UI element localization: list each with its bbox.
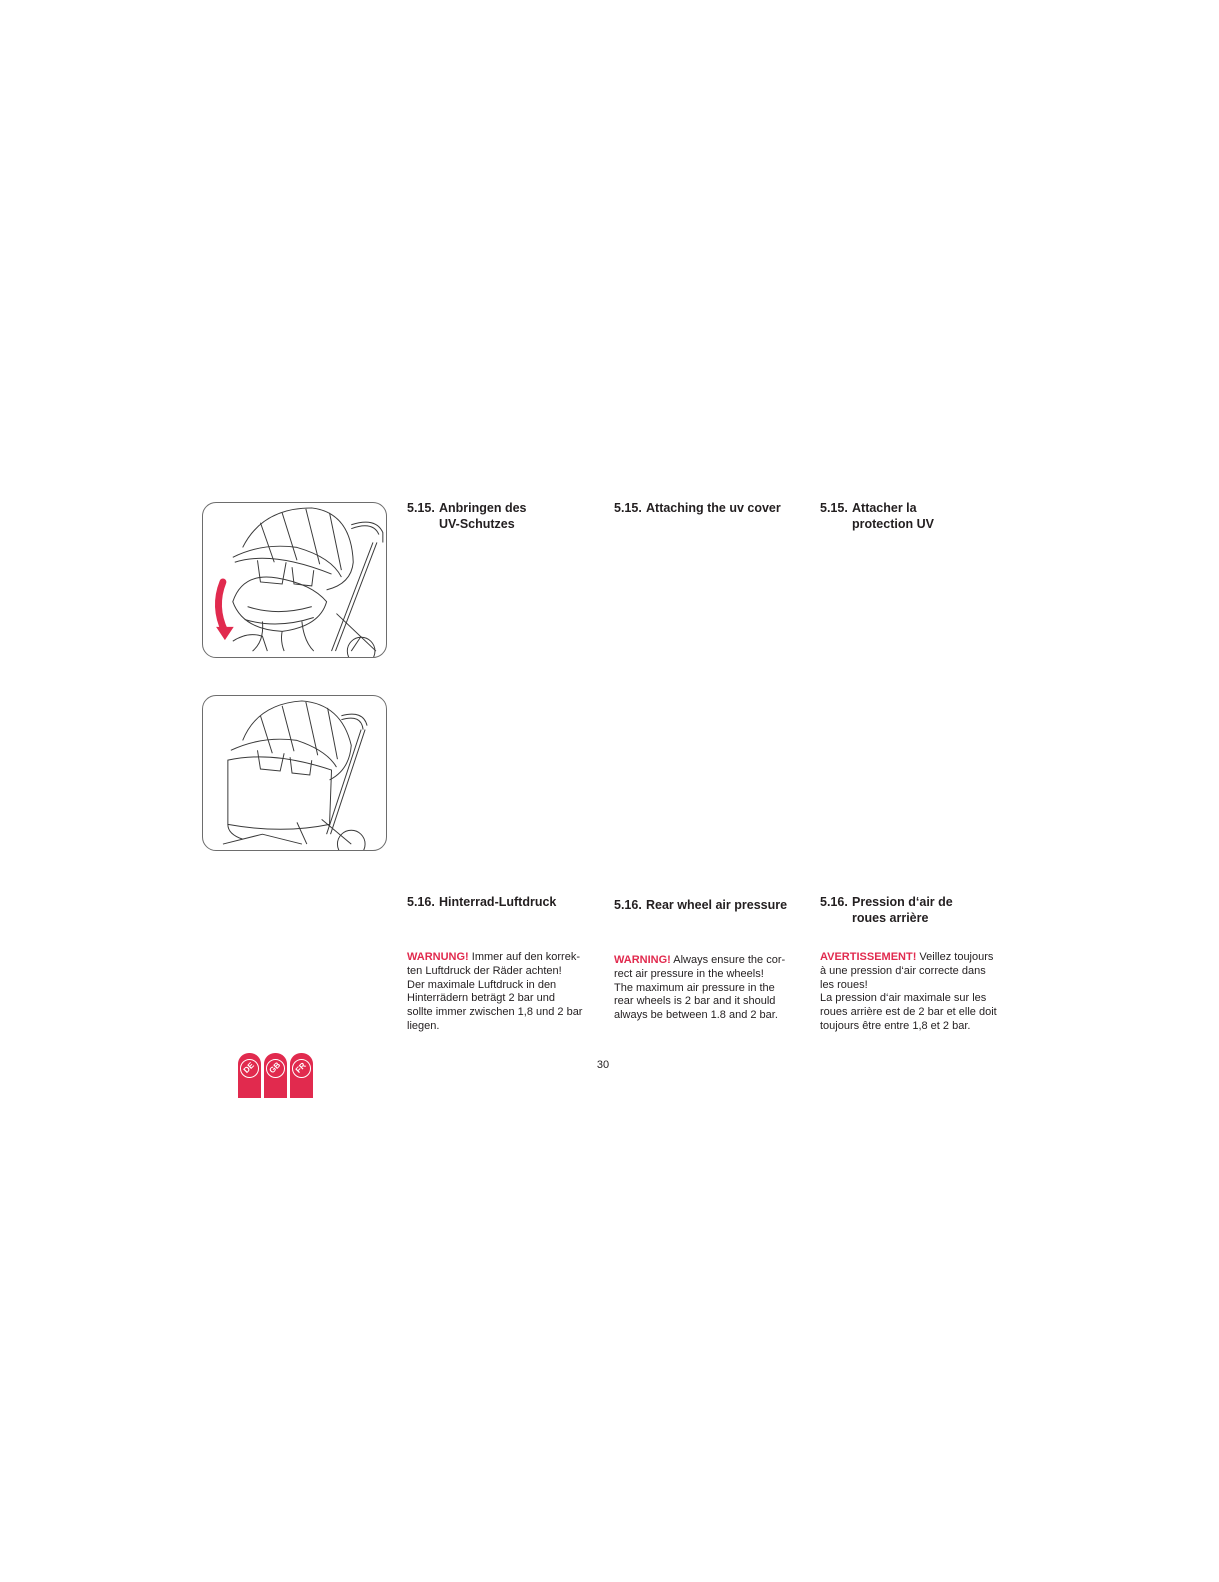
stroller-uv-cover-attaching-illustration [203, 503, 386, 657]
language-tab-de [238, 1053, 261, 1098]
language-code: GB [262, 1055, 289, 1082]
section-number: 5.15. [407, 501, 435, 515]
heading-5-15-de [407, 500, 527, 532]
text-line: Immer auf den korrek- [468, 951, 580, 963]
heading-line-1: Hinterrad-Luftdruck [439, 895, 557, 909]
heading-5-16-fr [820, 894, 953, 926]
heading-line-2: UV-Schutzes [439, 517, 515, 531]
warning-label: WARNING! [614, 954, 671, 966]
text-line: roues arrière est de 2 bar et elle doit [820, 1006, 997, 1019]
warning-label: AVERTISSEMENT! [820, 951, 917, 963]
warning-text-de [407, 951, 593, 1034]
heading-5-15-gb [614, 500, 781, 516]
language-code: DE [236, 1055, 263, 1082]
text-line: à une pression d‘air correcte dans [820, 964, 986, 977]
text-line: always be between 1.8 and 2 bar. [614, 1009, 778, 1022]
section-number: 5.16. [820, 895, 848, 909]
heading-line-1: Attaching the uv cover [646, 501, 781, 515]
text-line: Hinterrädern beträgt 2 bar und [407, 992, 555, 1005]
heading-line-1: Anbringen des [439, 501, 527, 515]
text-line: liegen. [407, 1019, 440, 1032]
text-line: Veillez toujours [916, 951, 994, 963]
stroller-uv-cover-attached-illustration [203, 696, 386, 850]
section-number: 5.16. [614, 898, 642, 912]
heading-5-16-de [407, 894, 556, 910]
section-number: 5.15. [614, 501, 642, 515]
heading-5-16-gb [614, 897, 787, 913]
section-number: 5.16. [407, 895, 435, 909]
text-line: The maximum air pressure in the [614, 981, 775, 994]
heading-line-1: Rear wheel air pressure [646, 898, 788, 912]
text-line: sollte immer zwischen 1,8 und 2 bar [407, 1006, 583, 1019]
heading-line-2: roues arrière [852, 911, 929, 925]
text-line: ten Luftdruck der Räder achten! [407, 964, 562, 977]
text-line: rect air pressure in the wheels! [614, 967, 764, 980]
text-line: rear wheels is 2 bar and it should [614, 995, 776, 1008]
heading-line-1: Pression d‘air de [852, 895, 953, 909]
warning-text-fr [820, 951, 1006, 1034]
text-line: La pression d‘air maximale sur les [820, 992, 987, 1005]
warning-text-gb [614, 954, 800, 1023]
text-line: Der maximale Luftdruck in den [407, 978, 557, 991]
language-code: FR [288, 1055, 315, 1082]
text-line: Always ensure the cor- [670, 954, 786, 966]
language-tab-gb [264, 1053, 287, 1098]
figure-uv-cover-attached [202, 695, 387, 851]
figure-uv-cover-attaching [202, 502, 387, 658]
text-line: les roues! [820, 978, 868, 991]
language-tab-fr [290, 1053, 313, 1098]
heading-5-15-fr [820, 500, 934, 532]
heading-line-2: protection UV [852, 517, 934, 531]
heading-line-1: Attacher la [852, 501, 917, 515]
page-number: 30 [596, 1059, 610, 1071]
section-number: 5.15. [820, 501, 848, 515]
text-line: toujours être entre 1,8 et 2 bar. [820, 1019, 971, 1032]
warning-label: WARNUNG! [407, 951, 469, 963]
